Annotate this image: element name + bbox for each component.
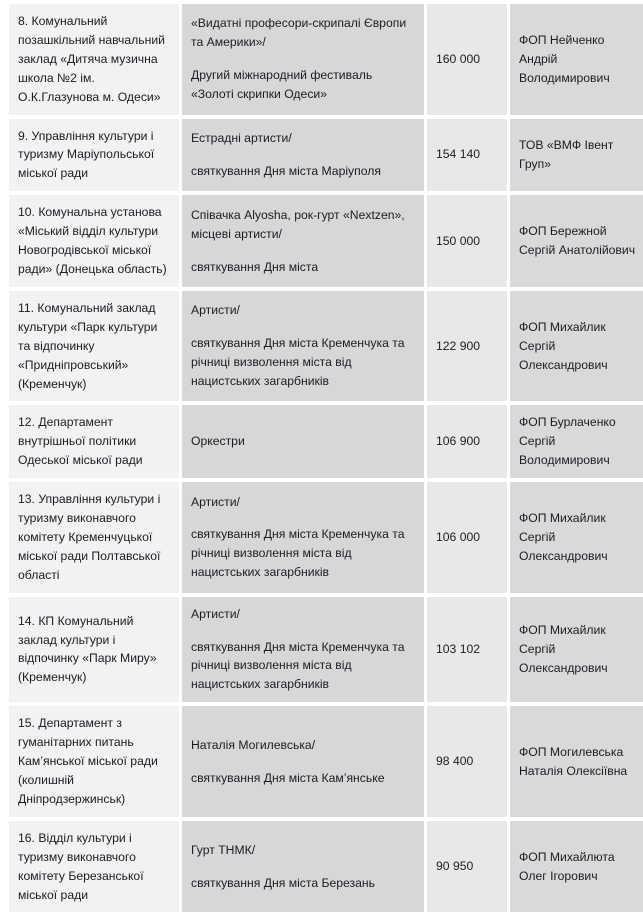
cell-description [182,119,424,192]
table-body [9,4,643,912]
cell-recipient: ФОП Бурлаченко Сергій Володимирович [510,405,643,478]
cell-description [182,4,424,115]
cell-amount: 122 900 [427,291,507,402]
table-row [9,597,643,703]
grants-table [6,0,643,916]
description-line: Другий міжнародний фестиваль «Золоті скрипки Одеси» [191,68,373,102]
description-line: Артисти/ [191,606,240,621]
table-row [9,482,643,593]
table-row [9,195,643,287]
cell-description [182,706,424,817]
cell-recipient: ФОП Михайлюта Олег Ігорович [510,821,643,913]
table-row [9,405,643,478]
cell-amount: 150 000 [427,195,507,287]
cell-amount: 154 140 [427,119,507,192]
description-line: Співачка Alyosha, рок-гурт «Nextzen», місцеві артисти/ [191,207,405,241]
table-row [9,119,643,192]
description-line: Артисти/ [191,494,240,509]
cell-organization: 15. Департамент з гуманітарних питань Кам’янської міської ради (колишній Дніпродзержинськ) [9,706,179,817]
description-line: святкування Дня міста [191,259,319,274]
cell-description [182,405,424,478]
cell-organization: 16. Відділ культури і туризму виконавчого комітету Березанської міської ради [9,821,179,913]
cell-organization: 11. Комунальний заклад культури «Парк культури та відпочинку «Придніпровський» (Кременчук) [9,291,179,402]
cell-amount: 160 000 [427,4,507,115]
description-line: святкування Дня міста Кременчука та річниці визволення міста від нацистських загарбників [191,639,405,692]
cell-recipient: ФОП Михайлик Сергій Олександрович [510,291,643,402]
description-line: Гурт ТНМК/ [191,842,256,857]
description-line: Наталія Могилевська/ [191,737,316,752]
description-line: святкування Дня міста Кременчука та річниці визволення міста від нацистських загарбників [191,336,405,389]
description-line: Оркестри [191,434,245,449]
description-line: Естрадні артисти/ [191,130,292,145]
description-line: святкування Дня міста Березань [191,875,376,890]
cell-description [182,821,424,913]
cell-organization: 10. Комунальна установа «Міський відділ культури Новогродівської міської ради» (Донецька область) [9,195,179,287]
description-line: святкування Дня міста Кременчука та річниці визволення міста від нацистських загарбників [191,527,405,580]
table-row [9,706,643,817]
description-line: святкування Дня міста Маріуполя [191,163,381,178]
cell-organization: 9. Управління культури і туризму Маріупольської міської ради [9,119,179,192]
cell-organization: 13. Управління культури і туризму виконавчого комітету Кременчуцької міської ради Полтавської області [9,482,179,593]
cell-description [182,291,424,402]
cell-description [182,482,424,593]
cell-amount: 106 000 [427,482,507,593]
description-line: святкування Дня міста Кам’янське [191,770,385,785]
cell-amount: 106 900 [427,405,507,478]
cell-recipient: ФОП Михайлик Сергій Олександрович [510,597,643,703]
cell-description [182,597,424,703]
table-row [9,821,643,913]
cell-recipient: ТОВ «ВМФ Івент Груп» [510,119,643,192]
cell-organization: 12. Департамент внутрішньої політики Одеської міської ради [9,405,179,478]
cell-description [182,195,424,287]
cell-amount: 103 102 [427,597,507,703]
cell-recipient: ФОП Михайлик Сергій Олександрович [510,482,643,593]
cell-organization: 8. Комунальний позашкільний навчальний заклад «Дитяча музична школа №2 ім. О.К.Глазунова м. Одеси» [9,4,179,115]
cell-amount: 90 950 [427,821,507,913]
cell-recipient: ФОП Нейченко Андрій Володимирович [510,4,643,115]
cell-recipient: ФОП Бережной Сергій Анатолійович [510,195,643,287]
description-line: Артисти/ [191,303,240,318]
cell-recipient: ФОП Могилевська Наталія Олексіївна [510,706,643,817]
table-row [9,4,643,115]
cell-organization: 14. КП Комунальний заклад культури і відпочинку «Парк Миру» (Кременчук) [9,597,179,703]
description-line: «Видатні професори-скрипалі Європи та Америки»/ [191,16,407,50]
table-row [9,291,643,402]
cell-amount: 98 400 [427,706,507,817]
